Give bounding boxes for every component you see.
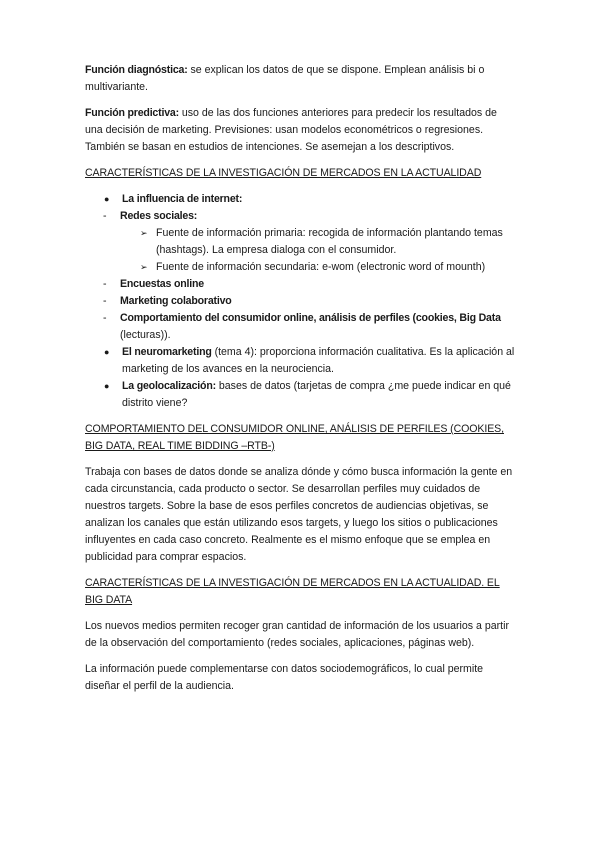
list-item-internet-influence (85, 191, 515, 344)
term-predictive-function: Función predictiva: (85, 107, 179, 119)
social-networks-sublist (120, 225, 515, 276)
sublist-item-online-behaviour (103, 310, 515, 344)
term-online-surveys: Encuestas online (120, 278, 204, 290)
heading-big-data: CARACTERÍSTICAS DE LA INVESTIGACIÓN DE MERCADOS EN LA ACTUALIDAD. EL BIG DATA (85, 577, 500, 606)
arrow-bullet-icon: ➢ (140, 228, 148, 238)
sublist-item-collaborative-marketing (103, 293, 515, 310)
paragraph-new-media: Los nuevos medios permiten recoger gran cantidad de información de los usuarios a partir de la observación del comportamiento (redes sociales, aplicaciones, páginas web). (85, 620, 509, 649)
predictive-function-text: uso de las dos funciones anteriores para predecir los resultados de una decisión de marketing. Previsiones: usan modelos econométricos o regresiones. También se basan en estudios de intenciones. Se asemejan a los descriptivos. (85, 107, 497, 153)
term-diagnostic-function: Función diagnóstica: (85, 64, 188, 76)
dash-icon: - (103, 295, 107, 307)
arrow-item-primary-source (120, 225, 515, 259)
arrow-item-secondary-source (120, 259, 515, 276)
internet-sublist (103, 208, 515, 344)
heading-online-consumer-behaviour: COMPORTAMIENTO DEL CONSUMIDOR ONLINE, ANÁLISIS DE PERFILES (COOKIES, BIG DATA, REAL TIME BIDDING –RTB-) (85, 423, 504, 452)
arrow-bullet-icon: ➢ (140, 262, 148, 272)
sublist-item-social-networks (103, 208, 515, 276)
paragraph-sociodemographic: La información puede complementarse con datos sociodemográficos, lo cual permite diseñar el perfil de la audiencia. (85, 663, 484, 692)
paragraph-profiles: Trabaja con bases de datos donde se analiza dónde y cómo busca información la gente en cada circunstancia, cada producto o sector. Se desarrollan perfiles muy cuidados de nuestros targets. Sobre la base de esos perfiles concretos de audiencias objetivas, se analizan los canales que están utilizando esos targets, y luego los sitios o publicaciones influyentes en cada caso concreto. Realmente es el mismo enfoque que se emplea en publicidad para comprar espacios. (85, 466, 513, 563)
geolocation-text: bases de datos (tarjetas de compra ¿me puede indicar en qué distrito viene? (122, 380, 511, 409)
paragraph-predictive-function (85, 105, 515, 156)
term-internet-influence: La influencia de internet: (122, 193, 243, 205)
secondary-source-text: Fuente de información secundaria: e-wom (electronic word of mounth) (156, 261, 486, 273)
heading-characteristics: CARACTERÍSTICAS DE LA INVESTIGACIÓN DE MERCADOS EN LA ACTUALIDAD (85, 167, 482, 179)
dash-icon: - (103, 312, 107, 324)
sublist-item-online-surveys (103, 276, 515, 293)
list-item-geolocation (85, 378, 515, 412)
term-neuromarketing: El neuromarketing (122, 346, 212, 358)
bullet-icon: ● (104, 381, 110, 391)
dash-icon: - (103, 210, 107, 222)
neuromarketing-text: (tema 4): proporciona información cualitativa. Es la aplicación al marketing de los avances en la neurociencia. (122, 346, 515, 375)
online-behaviour-text: (lecturas)). (120, 329, 171, 341)
document-page (85, 62, 515, 704)
primary-source-text: Fuente de información primaria: recogida de información plantando temas (hashtags). La empresa dialoga con el consumidor. (156, 227, 503, 256)
bullet-icon: ● (104, 347, 110, 357)
characteristics-list (85, 191, 515, 412)
term-collaborative-marketing: Marketing colaborativo (120, 295, 232, 307)
term-geolocation: La geolocalización: (122, 380, 216, 392)
bullet-icon: ● (104, 194, 110, 204)
dash-icon: - (103, 278, 107, 290)
list-item-neuromarketing (85, 344, 515, 378)
term-online-behaviour: Comportamiento del consumidor online, análisis de perfiles (cookies, Big Data (120, 312, 501, 324)
term-social-networks: Redes sociales: (120, 210, 198, 222)
diagnostic-function-text: se explican los datos de que se dispone. Emplean análisis bi o multivariante. (85, 64, 485, 93)
paragraph-diagnostic-function (85, 62, 515, 96)
